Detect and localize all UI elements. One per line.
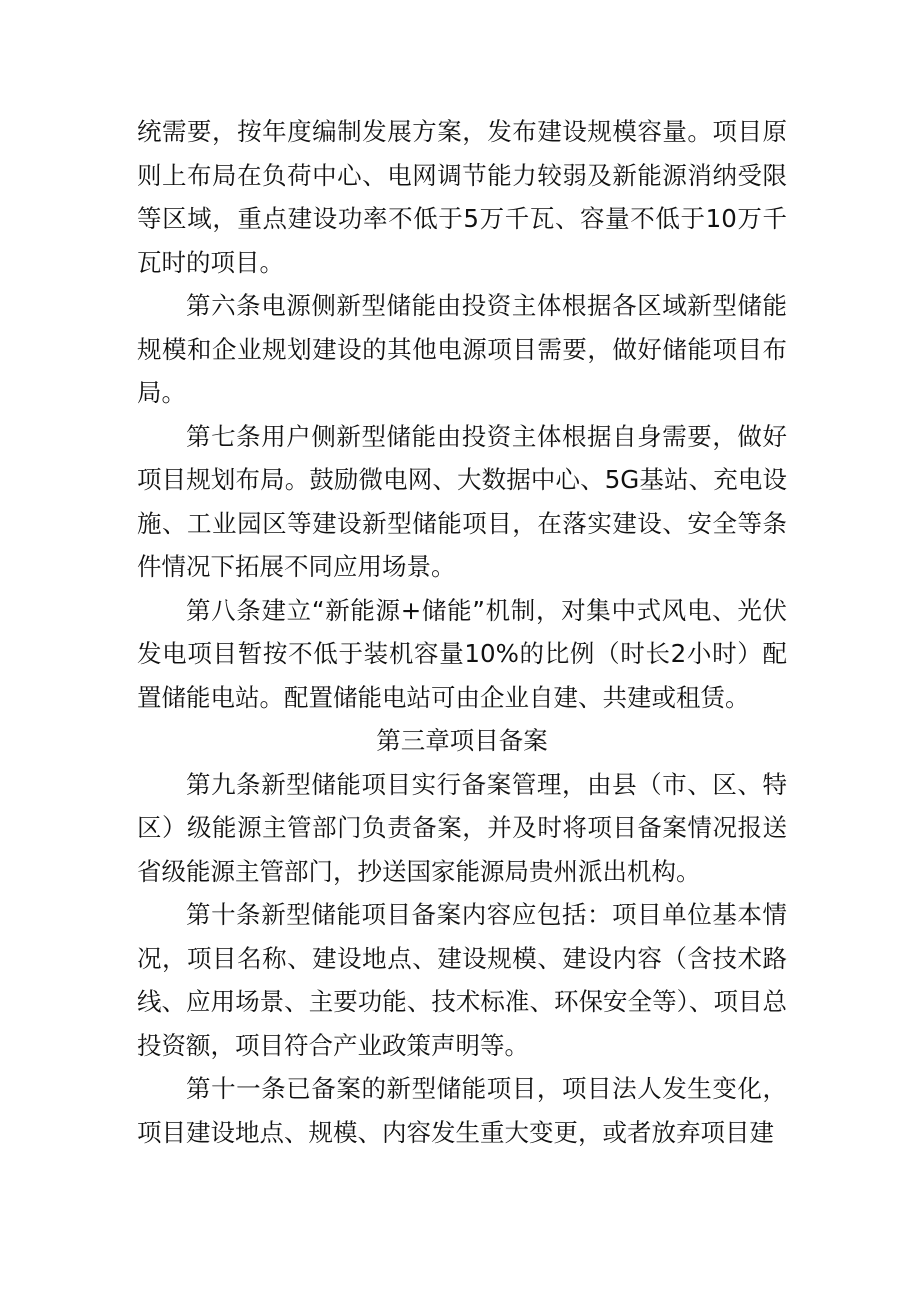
chapter-heading: 第三章项目备案 <box>376 726 548 755</box>
paragraph-article-9: 第九条新型储能项目实行备案管理，由县（市、区、特区）级能源主管部门负责备案，并及时将项目备案情况报送省级能源主管部门，抄送国家能源局贵州派出机构。 <box>137 769 787 886</box>
paragraph-article-8: 第八条建立“新能源+储能”机制，对集中式风电、光伏发电项目暂按不低于装机容量10%的比例（时长2小时）配置储能电站。配置储能电站可由企业自建、共建或租赁。 <box>137 595 787 712</box>
paragraph-article-11: 第十一条已备案的新型储能项目，项目法人发生变化，项目建设地点、规模、内容发生重大变更，或者放弃项目建 <box>137 1074 787 1147</box>
paragraph-article-6: 第六条电源侧新型储能由投资主体根据各区域新型储能规模和企业规划建设的其他电源项目需要，做好储能项目布局。 <box>137 291 787 407</box>
document-body <box>137 110 787 1154</box>
paragraph-article-10: 第十条新型储能项目备案内容应包括：项目单位基本情况，项目名称、建设地点、建设规模、建设内容（含技术路线、应用场景、主要功能、技术标准、环保安全等）、项目总投资额，项目符合产业政策声明等。 <box>137 900 787 1060</box>
paragraph-continued: 统需要，按年度编制发展方案，发布建设规模容量。项目原则上布局在负荷中心、电网调节能力较弱及新能源消纳受限等区域，重点建设功率不低于5万千瓦、容量不低于10万千瓦时的项目。 <box>137 117 787 277</box>
paragraph-article-7: 第七条用户侧新型储能由投资主体根据自身需要，做好项目规划布局。鼓励微电网、大数据中心、5G基站、充电设施、工业园区等建设新型储能项目，在落实建设、安全等条件情况下拓展不同应用场景。 <box>137 421 787 581</box>
